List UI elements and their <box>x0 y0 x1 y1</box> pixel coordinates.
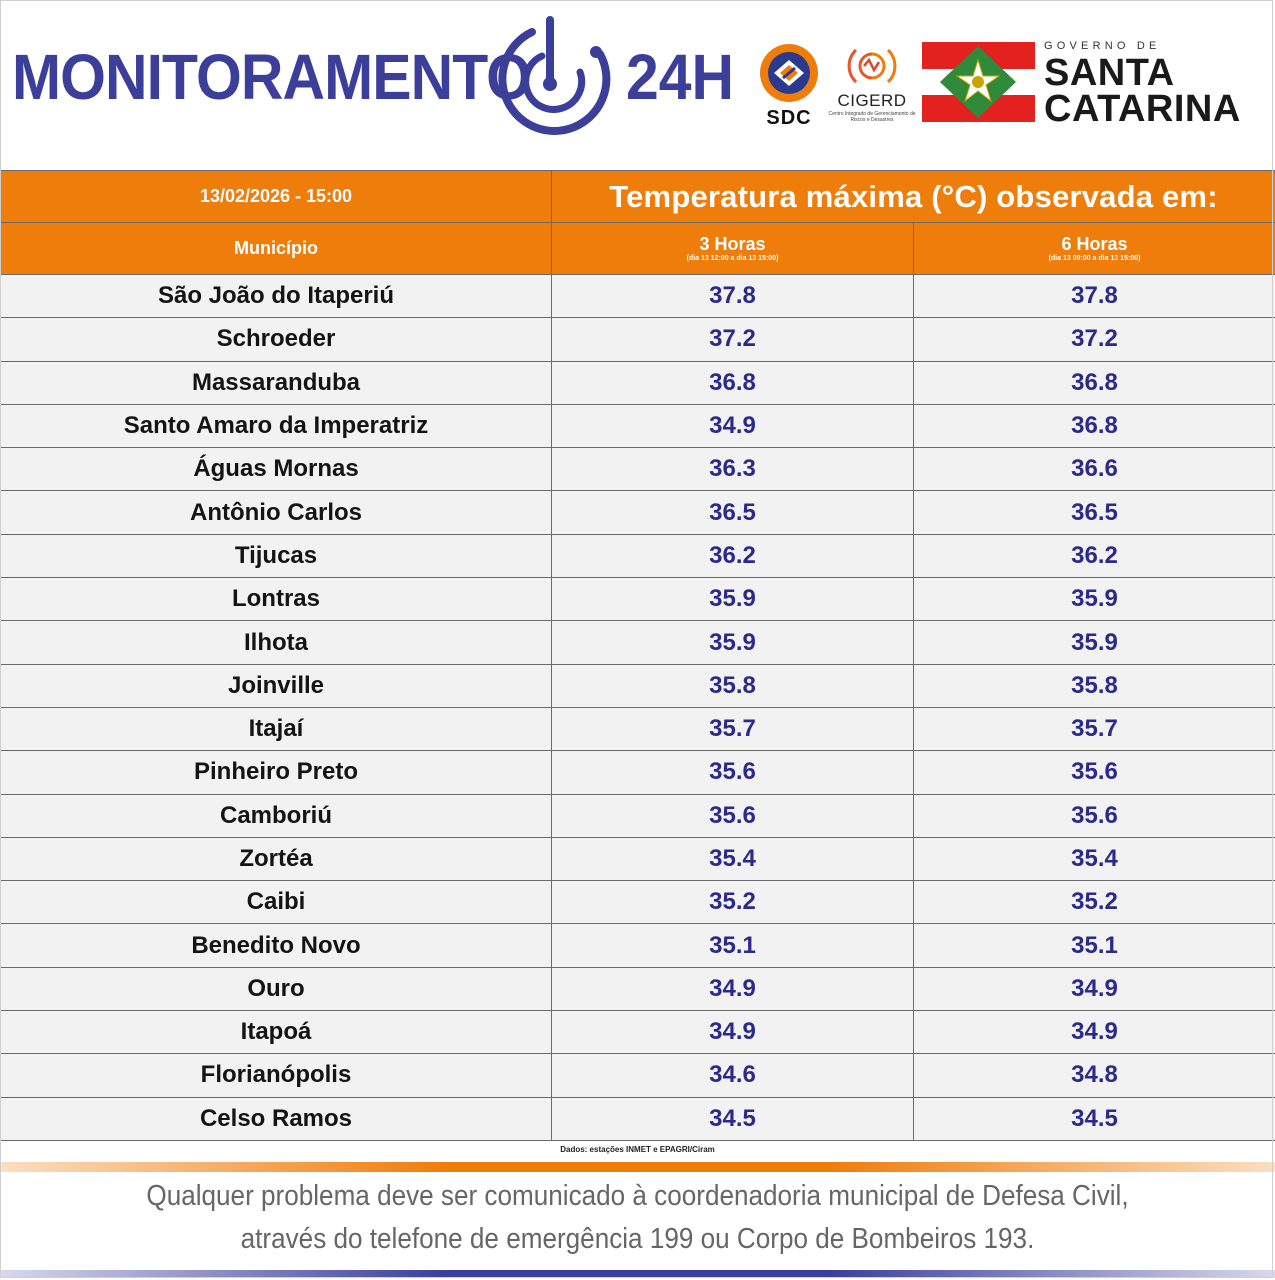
municipio-cell: Santo Amaro da Imperatriz <box>1 404 552 447</box>
temp-6h-cell: 35.9 <box>914 621 1275 664</box>
table-row <box>1 664 1275 707</box>
temp-6h-cell: 35.7 <box>914 707 1275 750</box>
table-title: Temperatura máxima (°C) observada em: <box>552 171 1275 223</box>
temp-6h-cell: 36.2 <box>914 534 1275 577</box>
municipio-cell: Tijucas <box>1 534 552 577</box>
municipio-cell: Itajaí <box>1 707 552 750</box>
municipio-cell: Itapoá <box>1 1011 552 1054</box>
temp-3h-cell: 34.5 <box>552 1097 914 1140</box>
col-3h-label: 3 Horas <box>699 233 766 254</box>
temp-3h-cell: 35.8 <box>552 664 914 707</box>
temp-3h-cell: 37.8 <box>552 275 914 318</box>
municipio-cell: São João do Itaperiú <box>1 275 552 318</box>
temp-6h-cell: 36.5 <box>914 491 1275 534</box>
municipio-cell: Caibi <box>1 881 552 924</box>
temp-6h-cell: 37.8 <box>914 275 1275 318</box>
table-row <box>1 275 1275 318</box>
table-row <box>1 924 1275 967</box>
sdc-logo <box>756 42 822 128</box>
col-6h-label: 6 Horas <box>1061 233 1128 254</box>
municipio-cell: Benedito Novo <box>1 924 552 967</box>
temp-6h-cell: 35.8 <box>914 664 1275 707</box>
temp-3h-cell: 35.9 <box>552 621 914 664</box>
cigerd-subtitle: Centro Integrado de Gerenciamento de Riscos e Desastres <box>828 111 916 123</box>
municipio-cell: Antônio Carlos <box>1 491 552 534</box>
temp-3h-cell: 36.8 <box>552 361 914 404</box>
clock-power-icon <box>492 14 616 142</box>
table-row <box>1 881 1275 924</box>
table-row <box>1 794 1275 837</box>
footer-line-1: Qualquer problema deve ser comunicado à coordenadoria municipal de Defesa Civil, <box>146 1180 1129 1212</box>
gov-small-label: GOVERNO DE <box>1044 40 1161 52</box>
temp-6h-cell: 35.6 <box>914 794 1275 837</box>
col-3h-header <box>552 223 914 275</box>
temp-6h-cell: 35.4 <box>914 837 1275 880</box>
table-row <box>1 448 1275 491</box>
temp-3h-cell: 36.2 <box>552 534 914 577</box>
table-row <box>1 534 1275 577</box>
table-row <box>1 1054 1275 1097</box>
data-source-note: Dados: estações INMET e EPAGRI/Ciram <box>560 1145 715 1154</box>
temp-3h-cell: 37.2 <box>552 318 914 361</box>
table-row <box>1 578 1275 621</box>
temp-3h-cell: 35.1 <box>552 924 914 967</box>
temperature-table-wrap <box>0 170 1275 1141</box>
municipio-cell: Águas Mornas <box>1 448 552 491</box>
signal-waves-icon <box>842 44 902 88</box>
temp-3h-cell: 34.9 <box>552 1011 914 1054</box>
table-row <box>1 491 1275 534</box>
table-row <box>1 621 1275 664</box>
col-municipio-header: Município <box>1 223 552 275</box>
municipio-cell: Celso Ramos <box>1 1097 552 1140</box>
temperature-table <box>0 170 1275 1141</box>
municipio-cell: Ouro <box>1 967 552 1010</box>
municipio-cell: Camboriú <box>1 794 552 837</box>
table-row <box>1 837 1275 880</box>
cigerd-label: CIGERD <box>837 91 907 110</box>
temp-3h-cell: 35.4 <box>552 837 914 880</box>
municipio-cell: Zortéa <box>1 837 552 880</box>
municipio-cell: Florianópolis <box>1 1054 552 1097</box>
footer-line-2: através do telefone de emergência 199 ou Corpo de Bombeiros 193. <box>240 1223 1035 1255</box>
report-date: 13/02/2026 - 15:00 <box>1 171 552 223</box>
temp-6h-cell: 36.8 <box>914 404 1275 447</box>
table-row <box>1 404 1275 447</box>
municipio-cell: Ilhota <box>1 621 552 664</box>
gov-state-line1: SANTA <box>1044 52 1175 94</box>
table-row <box>1 1097 1275 1140</box>
table-row <box>1 707 1275 750</box>
temp-6h-cell: 37.2 <box>914 318 1275 361</box>
column-header-row <box>1 223 1275 275</box>
temp-3h-cell: 36.5 <box>552 491 914 534</box>
orange-divider <box>0 1162 1275 1172</box>
temp-3h-cell: 35.2 <box>552 881 914 924</box>
municipio-cell: Massaranduba <box>1 361 552 404</box>
temp-3h-cell: 34.6 <box>552 1054 914 1097</box>
civil-defense-icon <box>758 42 820 104</box>
col-6h-range: (dia 13 09:00 a dia 13 15:00) <box>1048 254 1141 262</box>
col-6h-header <box>914 223 1275 275</box>
municipio-cell: Lontras <box>1 578 552 621</box>
temp-6h-cell: 35.2 <box>914 881 1275 924</box>
col-3h-range: (dia 13 12:00 a dia 13 15:00) <box>686 254 779 262</box>
temp-3h-cell: 35.6 <box>552 751 914 794</box>
temp-6h-cell: 35.9 <box>914 578 1275 621</box>
municipio-cell: Schroeder <box>1 318 552 361</box>
temp-6h-cell: 34.9 <box>914 1011 1275 1054</box>
santa-catarina-flag-icon <box>922 42 1035 122</box>
table-row <box>1 318 1275 361</box>
municipio-cell: Joinville <box>1 664 552 707</box>
temp-6h-cell: 34.9 <box>914 967 1275 1010</box>
table-title-row <box>1 171 1275 223</box>
temp-6h-cell: 34.8 <box>914 1054 1275 1097</box>
temp-6h-cell: 35.1 <box>914 924 1275 967</box>
temp-6h-cell: 35.6 <box>914 751 1275 794</box>
table-row <box>1 361 1275 404</box>
brand-title: MONITORAMENTO <box>12 41 532 113</box>
temp-3h-cell: 35.7 <box>552 707 914 750</box>
temp-3h-cell: 35.6 <box>552 794 914 837</box>
table-row <box>1 967 1275 1010</box>
gov-state-line2: CATARINA <box>1044 88 1241 130</box>
cigerd-logo <box>828 44 916 128</box>
page-header <box>0 0 1275 170</box>
temp-6h-cell: 34.5 <box>914 1097 1275 1140</box>
temp-3h-cell: 34.9 <box>552 404 914 447</box>
sdc-label: SDC <box>766 107 812 129</box>
table-row <box>1 1011 1275 1054</box>
temp-3h-cell: 36.3 <box>552 448 914 491</box>
table-row <box>1 751 1275 794</box>
municipio-cell: Pinheiro Preto <box>1 751 552 794</box>
temp-3h-cell: 34.9 <box>552 967 914 1010</box>
temp-6h-cell: 36.8 <box>914 361 1275 404</box>
blue-divider <box>0 1270 1275 1278</box>
temp-3h-cell: 35.9 <box>552 578 914 621</box>
brand-24h: 24H <box>626 41 735 113</box>
temp-6h-cell: 36.6 <box>914 448 1275 491</box>
